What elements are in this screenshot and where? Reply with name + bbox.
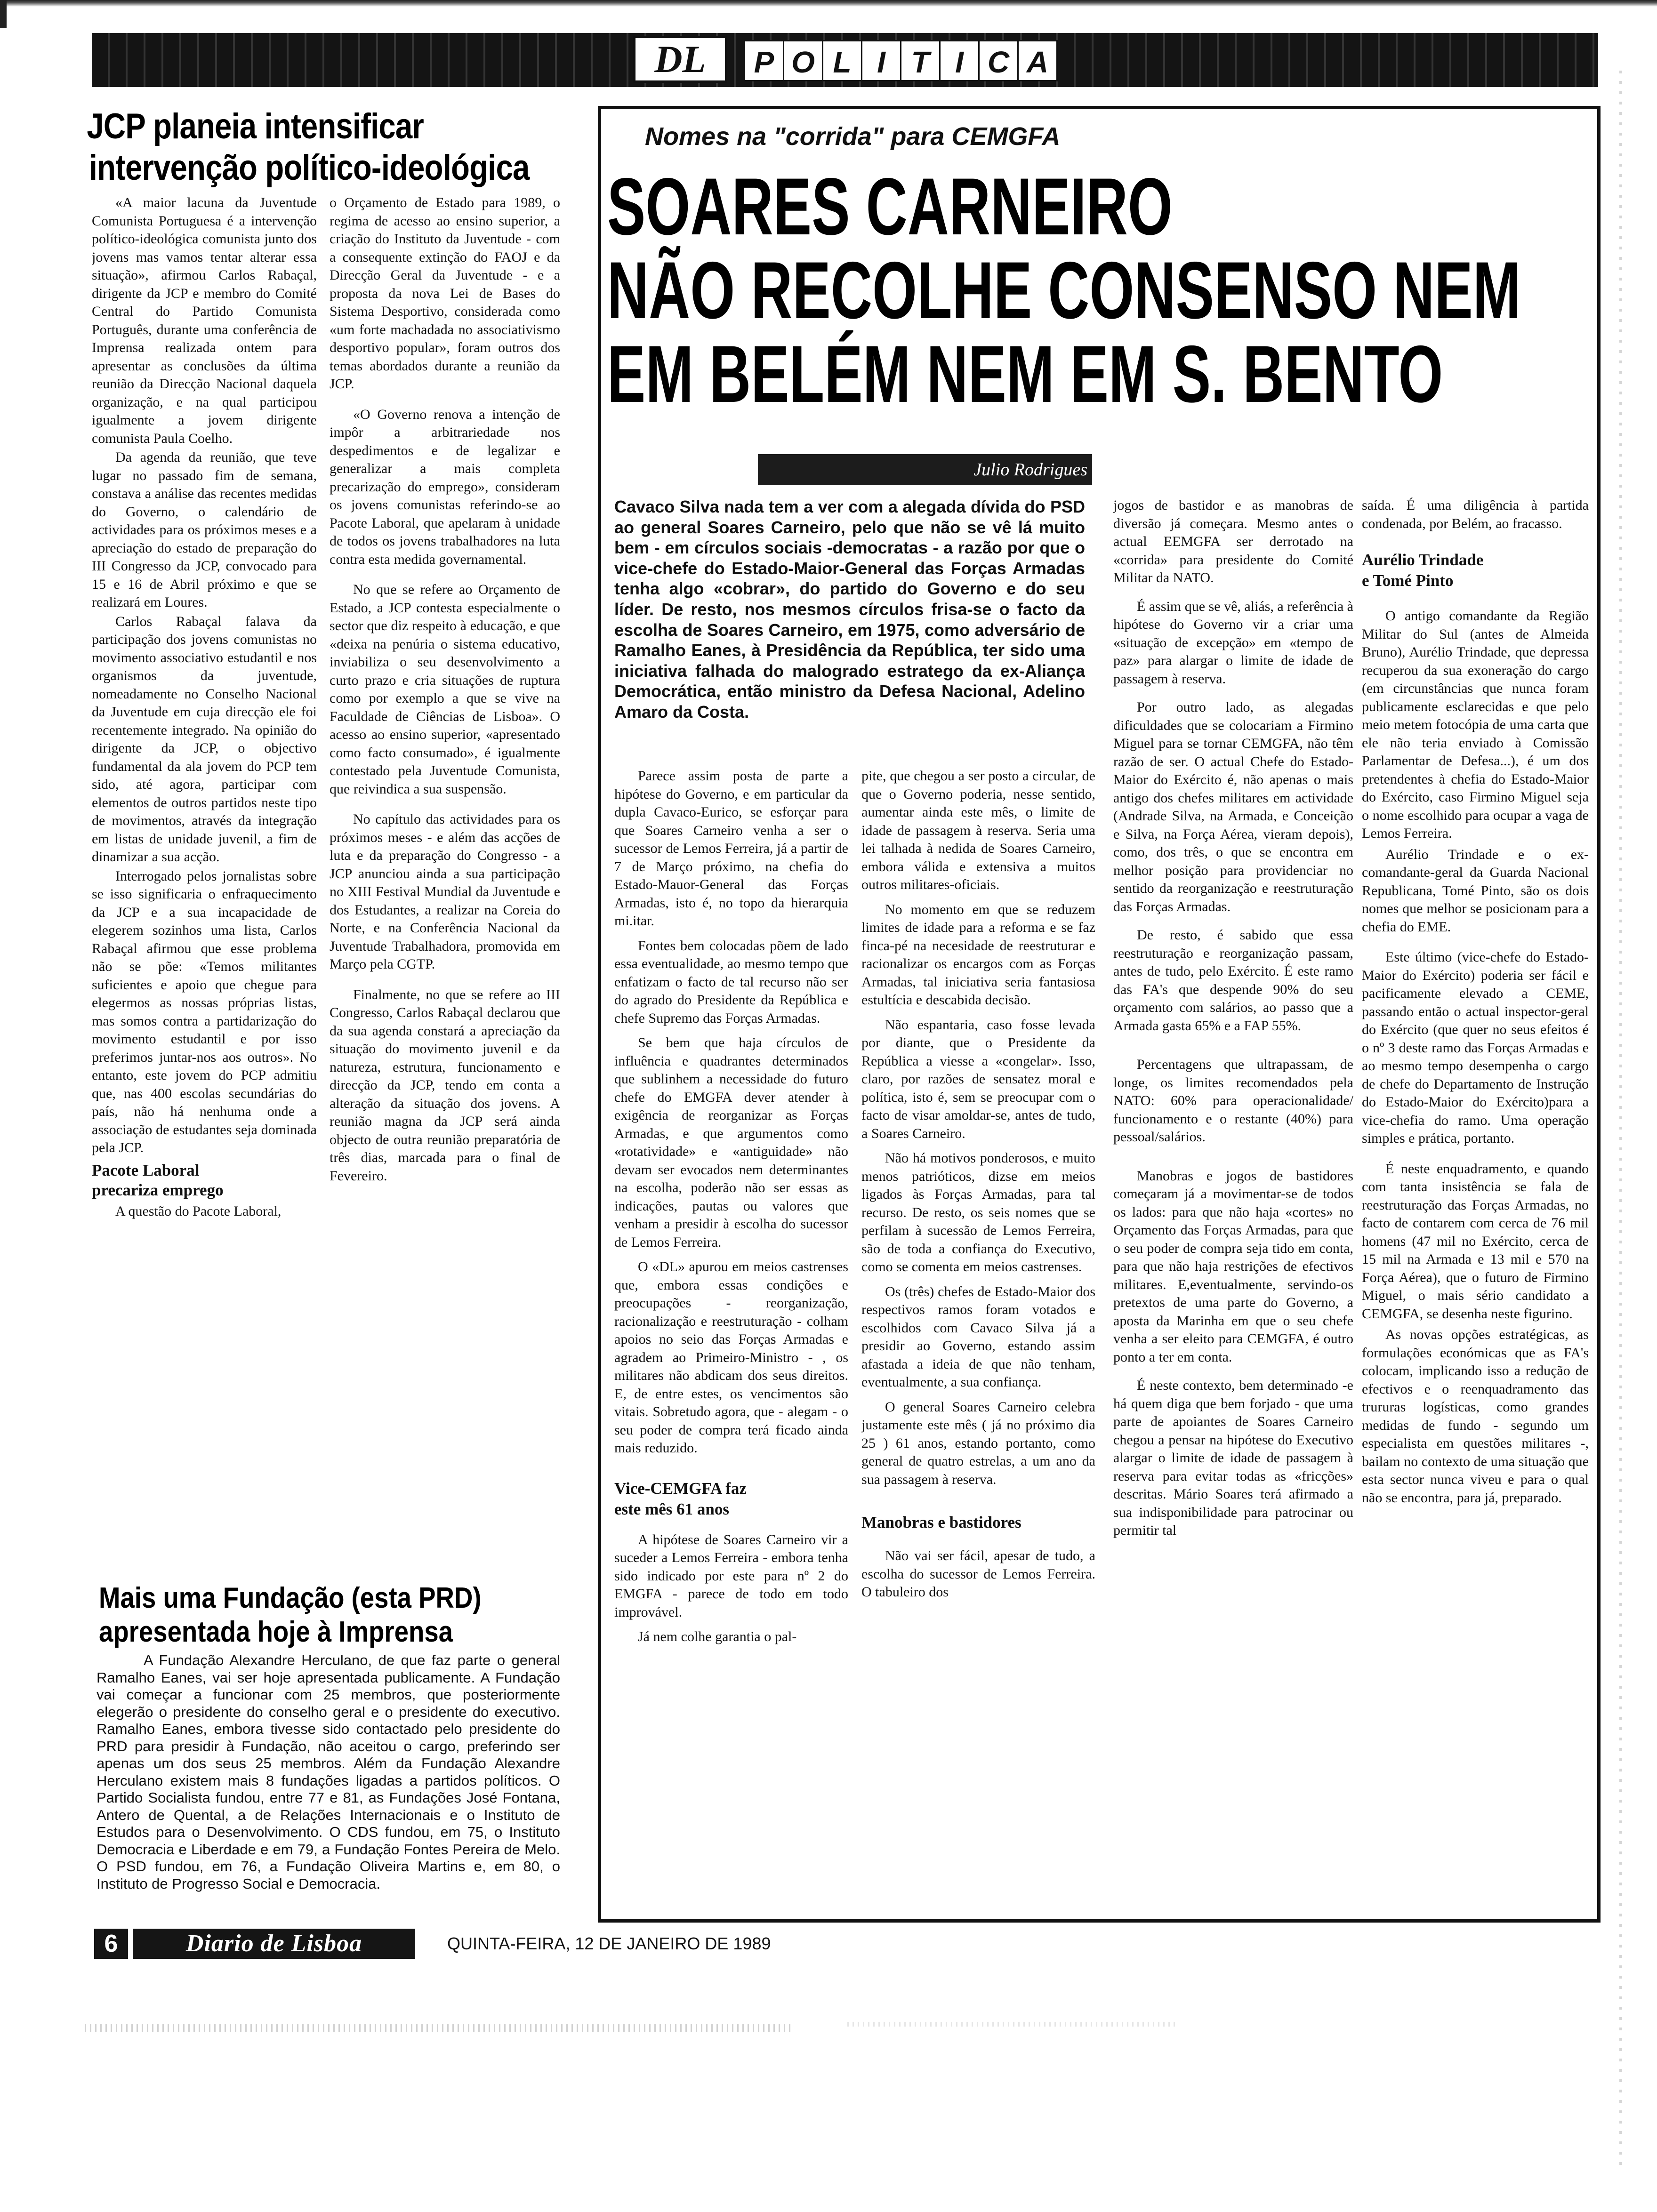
main-headline-line-3: EM BELÉM NEM EM S. BENTO — [607, 329, 1443, 419]
paragraph: O antigo comandante da Região Militar do Sul (antes de Almeida Bruno), Aurélio Trindade, que depressa recuperou da sua exoneração do cargo (em circunstâncias que nunca foram publicamente esclarecidas e que pelo meio metem fotocópia de uma carta que ele não teria enviado à Comissão Parlamentar de Defesa...), é um dos pretendentes à chefia do Estado-Maior do Exército, caso Firmino Miguel seja o nome escolhido para ocupar a vaga de Lemos Ferreira. — [1362, 608, 1589, 841]
paragraph: Se bem que haja círculos de influência e quadrantes determinados que sublinhem a necessidade do futuro chefe do EMGFA dever atender à exigência de reorganizar as Forças Armadas, e que argumentos como «rotatividade» e «antiguidade» não devam ser evocados nem determinantes na escolha, poderão não ser essas as indicações, pautas ou valores que venham a presidir à escolha do sucessor de Lemos Ferreira. — [614, 1035, 848, 1250]
paragraph: A hipótese de Soares Carneiro vir a suceder a Lemos Ferreira - embora tenha sido indicado por este para nº 2 do EMGFA - parece de todo em todo improvável. — [614, 1531, 848, 1620]
paragraph: É neste enquadramento, e quando com tanta insistência se fala de reestruturação das Forças Armadas, no facto de contarem com cerca de 76 mil homens (47 mil no Exército, cerca de 15 mil na Armada e 13 mil e 570 na Força Aérea), que o futuro de Firmino Miguel, o mais sério candidato a CEMGFA, se desenha neste figurino. — [1362, 1161, 1589, 1322]
subheading-aurelio-2: e Tomé Pinto — [1362, 571, 1454, 590]
scan-right-edge — [1619, 71, 1622, 2165]
footer-date: QUINTA-FEIRA, 12 DE JANEIRO DE 1989 — [447, 1934, 771, 1953]
jcp-subheading-2: precariza emprego — [92, 1180, 224, 1199]
paragraph: Este último (vice-chefe do Estado-Maior do Exército) poderia ser fácil e pacificamente elevado a CEME, passando então o actual inspector-geral do Exército (que quer no seus efeitos é o nº 3 deste ramo das Forças Armadas e ao mesmo tempo desempenha o cargo de chefe do Departamento de Instrução do Estado-Maior do Exército)para a vice-chefia do ramo. Uma operação simples e prática, portanto. — [1362, 949, 1589, 1146]
logo-text: DL — [654, 38, 706, 80]
section-letter: L — [823, 41, 862, 80]
main-column-b — [861, 767, 1095, 1915]
paragraph: A questão do Pacote Laboral, — [115, 1203, 282, 1219]
paragraph: Manobras e jogos de bastidores começaram já a movimentar-se de todos os lados: para que não haja «cortes» no Orçamento das Forças Armadas, para que o seu poder de compra seja tido em conta, para que não haja restrições de efectivos militares. E,eventualmente, servindo-os pretextos de uma parte do Governo, a aposta da Marinha em que o seu chefe venha a ser eleito para CEMGFA, é outro ponto a ter em conta. — [1113, 1168, 1353, 1365]
main-column-a — [614, 767, 848, 1915]
paragraph: No que se refere ao Orçamento de Estado, a JCP contesta especialmente o sector que diz respeito à educação, e que «deixa na penúria o sistema educativo, inviabiliza o seu desenvolvimento a curto prazo e cria situações de ruptura como por exemplo a que se vive na Faculdade de Ciências de Lisboa». O acesso ao ensino superior, «apresentado como facto consumado», é igualmente contestado pela Juventude Comunista, que reivindica a sua suspensão. — [330, 582, 560, 797]
paragraph: Os (três) chefes de Estado-Maior dos respectivos ramos foram votados e escolhidos com Cavaco Silva já a presidir ao Governo, estando assim afastada a ideia de que não tenham, eventualmente, a sua confiança. — [861, 1283, 1095, 1390]
paragraph: No capítulo das actividades para os próximos meses - e além das acções de luta e da preparação do Congresso - a JCP anunciou ainda a sua participação no XIII Festival Mundial da Juventude e dos Estudantes, a realizar na Coreia do Norte, e na Conferência Nacional da Juventude Trabalhadora, promovida em Março pela CGTP. — [330, 811, 560, 972]
main-headline-line-1: SOARES CARNEIRO — [607, 161, 1173, 252]
paragraph: Já nem colhe garantia o pal- — [638, 1629, 797, 1644]
paragraph: Finalmente, no que se refere ao III Congresso, Carlos Rabaçal declarou que da sua agenda constará a apreciação da situação do movimento juvenil e da natureza, estrutura, funcionamento e direcção da JCP, tendo em conta a alteração da situação dos jovens. A reunião magna da JCP será ainda objecto de outra reunião preparatória de três dias, marcada para o final de Fevereiro. — [330, 986, 560, 1184]
section-letter: P — [745, 41, 784, 80]
paragraph: Percentagens que ultrapassam, de longe, os limites recomendados pela NATO: 60% para operacionalidade/ funcionamento e o restante (40%) para pessoal/salários. — [1113, 1057, 1353, 1145]
main-column-c — [1113, 497, 1353, 1915]
main-kicker: Nomes na "corrida" para CEMGFA — [645, 122, 1061, 151]
jcp-headline-line-2: intervenção político-ideológica — [88, 148, 530, 188]
paragraph: Não vai ser fácil, apesar de tudo, a escolha do sucessor de Lemos Ferreira. O tabuleiro dos — [861, 1548, 1095, 1600]
paragraph: É assim que se vê, aliás, a referência à hipótese do Governo vir a criar uma «situação de excepção» em «tempo de paz» para alargar o limite de idade de passagem à reserva. — [1113, 598, 1353, 687]
jcp-headline — [71, 106, 593, 189]
fundacao-headline — [99, 1581, 593, 1649]
paragraph: Não há motivos ponderosos, e muito menos patrióticos, dizse em meios ligados às Forças Armadas, para tal recurso. De resto, os seis nomes que se perfilam à sucessão de Lemos Ferreira, são de toda a confiança do Executivo, como se comenta em meios castrenses. — [861, 1150, 1095, 1274]
main-column-d — [1362, 497, 1589, 1915]
footer-page-number: 6 — [104, 1930, 118, 1957]
paragraph: De resto, é sabido que essa reestruturação e reorganização passam, antes de tudo, pelo Exército. É este ramo das FA's que despende 90% do seu orçamento com salários, ao passo que a Armada gasta 65% e a FAP 55%. — [1113, 927, 1353, 1034]
section-letter: T — [901, 41, 941, 80]
main-lede: Cavaco Silva nada tem a ver com a alegada dívida do PSD ao general Soares Carneiro, pelo que não se vê lá muito bem - em círculos sociais -democratas - a razão por que o vice-chefe do Estado-Maior-General das Forças Armadas tenha algo «cobrar», do partido do Governo e do seu líder. De resto, nos mesmos círculos frisa-se o facto da escolha de Soares Carneiro, em 1975, como adversário de Ramalho Eanes, à Presidência da República, ter sido uma iniciativa falhada do malogrado estratego da ex-Aliança Democrática, então ministro da Defesa Nacional, Adelino Amaro da Costa. — [614, 497, 1085, 721]
paragraph: Aurélio Trindade e o ex-comandante-geral da Guarda Nacional Republicana, Tomé Pinto, são os dois nomes que melhor se posicionam para a chefia do EME. — [1362, 846, 1589, 935]
section-letter: I — [941, 41, 980, 80]
paragraph: pite, que chegou a ser posto a circular, de que o Governo poderia, nesse sentido, aumentar ainda este mês, o limite de idade de passagem à reserva. Seria uma lei talhada à nedida de Soares Carneiro, embora válida e extensiva a muitos outros militares-oficiais. — [861, 768, 1095, 892]
scan-noise-strip — [847, 2022, 1177, 2027]
footer-masthead: Diario de Lisboa — [185, 1930, 362, 1957]
jcp-column-2 — [330, 194, 560, 1573]
paragraph: «A maior lacuna da Juventude Comunista Portuguesa é a intervenção político-ideológica comunista junto dos jovens mas vamos tentar alterar essa situação», afirmou Carlos Rabaçal, dirigente da JCP e membro do Comité Central do Partido Comunista Português, durante uma conferência de Imprensa realizada ontem para apresentar as conclusões da última reunião da Direcção Nacional daquela organização, e na qual participou igualmente a jovem dirigente comunista Paula Coelho. — [92, 195, 317, 446]
scan-top-edge — [0, 0, 1657, 7]
paragraph: saída. É uma diligência à partida condenada, por Belém, ao fracasso. — [1362, 497, 1589, 531]
jcp-column-1 — [92, 194, 317, 1573]
subheading-aurelio-1: Aurélio Trindade — [1362, 551, 1484, 569]
paragraph: As novas opções estratégicas, as formulações económicas que as FA's colocam, implicando isso a redução de efectivos e o reenquadramento das trururas logísticas, como grandes medidas de fundo - segundo um especialista em questões militares -, bailam no contexto de uma situação que esta sector nunca viveu e para o qual não se encontra, para já, preparado. — [1362, 1327, 1589, 1506]
fundacao-headline-line-1: Mais uma Fundação (esta PRD) — [99, 1582, 482, 1614]
paragraph: É neste contexto, bem determinado -e há quem diga que bem forjado - que uma parte de apoiantes de Soares Carneiro chegou a pensar na hipótese do Executivo alargar o limite de idade de passagem à reserva para evitar todas as «fricções» descritas. Mário Soares terá afirmado a sua indisponibilidade para patrocinar ou permitir tal — [1113, 1378, 1353, 1538]
paragraph: o Orçamento de Estado para 1989, o regima de acesso ao ensino superior, a criação do Instituto da Juventude - com a consequente extinção do FAOJ e da Direcção Geral da Juventude - e a proposta da nova Lei de Bases do Sistema Desportivo, considerada como «um forte machadada no associativismo desportivo popular», foram outros dos temas abordados durante a reunião da JCP. — [330, 195, 560, 392]
paragraph: Por outro lado, as alegadas dificuldades que se colocariam a Firmino Miguel para se tornar CEMGFA, não têm razão de ser. O actual Chefe do Estado-Maior do Exército é, não apenas o mais antigo dos chefes militares em actividade (Andrade Silva, na Armada, e Conceição e Silva, na Força Aérea, vieram depois), como, dos três, o que se encontra em melhor posição para providenciar no sentido da reorganização e reestruturação das Forças Armadas. — [1113, 699, 1353, 914]
jcp-headline-line-1: JCP planeia intensificar — [87, 106, 424, 146]
footer-masthead-box — [133, 1929, 415, 1959]
paragraph: jogos de bastidor e as manobras de diversão já começara. Mesmo antes o actual EEMGFA ser derrotado na «corrida» para presidente do Comité Militar da NATO. — [1113, 497, 1353, 585]
main-headline-line-2: NÃO RECOLHE CONSENSO NEM — [607, 245, 1521, 336]
fundacao-body — [97, 1652, 560, 1915]
paragraph: Da agenda da reunião, que teve lugar no passado fim de semana, constava a análise das recentes medidas do Governo, o calendário de actividades para os próximos meses e a apreciação do estado de preparação do III Congresso da JCP, convocado para 15 e 16 de Abril próximo e que se realizará em Loures. — [92, 449, 317, 610]
scan-noise-strip — [85, 2024, 791, 2032]
fundacao-headline-line-2: apresentada hoje à Imprensa — [99, 1616, 453, 1648]
paragraph: Interrogado pelos jornalistas sobre se isso significaria o enfraquecimento da JCP e a sua incapacidade de elegerem sozinhos uma lista, Carlos Rabaçal afirmou que esse problema não se põe: «Temos militantes suficientes e apoio que chegue para elegermos as nossas próprias listas, mas somos contra a partidarização do movimento estudantil e por isso preferimos juntar-nos aos outros». No entanto, este jovem do PCP admitiu que, nas 400 escolas secundárias do país, não há nenhuma onde a associação de estudantes seja dominada pela JCP. — [92, 868, 317, 1155]
section-letter: A — [1026, 45, 1049, 79]
subheading-manobras: Manobras e bastidores — [861, 1513, 1022, 1531]
paragraph: Fontes bem colocadas põem de lado essa eventualidade, ao mesmo tempo que enfatizam o facto de tal recurso não ser do agrado do Presidente da República e chefe Supremo das Forças Armadas. — [614, 938, 848, 1026]
section-letter: C — [980, 41, 1019, 80]
paragraph: A Fundação Alexandre Herculano, de que faz parte o general Ramalho Eanes, vai ser hoje apresentada publicamente. A Fundação vai começar a funcionar com 25 membros, que posteriormente elegerão o presidente do conselho geral e o presidente do executivo. Ramalho Eanes, embora tivesse sido contactado pelo presidente do PRD para presidir à Fundação, não aceitou o cargo, preferindo ser apenas um dos seus 25 membros. Além da Fundação Alexandre Herculano existem mais 8 fundações ligadas a partidos políticos. O Partido Socialista fundou, entre 77 e 81, as Fundações José Fontana, Antero de Quental, a de Relações Internacionais e o Instituto de Estudos para o Desenvolvimento. O CDS fundou, em 75, o Instituto Democracia e Liberdade e em 79, a Fundação Fontes Pereira de Melo. O PSD fundou, em 76, a Fundação Oliveira Martins e, em 80, o Instituto de Progresso Social e Democracia. — [97, 1652, 560, 1892]
paragraph: O general Soares Carneiro celebra justamente este mês ( já no próximo dia 25 ) 61 anos, estando portanto, como general de quatro estrelas, a um ano da sua passagem à reserva. — [861, 1399, 1095, 1487]
paragraph: O «DL» apurou em meios castrenses que, embora essas condições e preocupações - reorganização, racionalização e reestruturação - colham apoios no seio das Forças Armadas e agradem ao Primeiro-Ministro - , os militares não abdicam dos seus direitos. E, de entre estes, os vencimentos são vitais. Sobretudo agora, que - alegam - o seu poder de compra terá ficado ainda mais reduzido. — [614, 1259, 848, 1456]
jcp-subheading-1: Pacote Laboral — [92, 1161, 200, 1179]
paragraph: Carlos Rabaçal falava da participação dos jovens comunistas no movimento associativo estudantil e nos organismos da juventude, nomeadamente no Conselho Nacional da Juventude em cuja direcção ele foi recentemente integrado. Na opinião do dirigente da JCP, o objectivo fundamental da ala jovem do PCP tem sido, até agora, participar com elementos de outros partidos neste tipo de movimentos, através da integração em listas de unidade juvenil, a fim de dinamizar a sua acção. — [92, 613, 317, 865]
subheading-vice-cemgfa-1: Vice-CEMGFA faz — [614, 1479, 747, 1498]
section-letter: I — [862, 41, 901, 80]
footer-page-number-box — [94, 1929, 128, 1959]
newspaper-logo — [633, 36, 727, 83]
scan-left-corner — [0, 0, 7, 28]
main-headline — [598, 161, 1601, 419]
paragraph: «O Governo renova a intenção de impôr a arbitrariedade nos despedimentos e de legalizar e generalizar a mais completa precarização do emprego», consideram os jovens comunistas referindo-se ao Pacote Laboral, que apelaram à unidade de todos os jovens trabalhadores na luta contra esta medida governamental. — [330, 406, 560, 567]
paragraph: No momento em que se reduzem limites de idade para a reforma e se faz finca-pé na necesidade de reestruturar e racionalizar os encargos com as Forças Armadas, tal iniciativa seria fantasiosa estultícia e descabida decisão. — [861, 901, 1095, 1008]
subheading-vice-cemgfa-2: este mês 61 anos — [614, 1499, 729, 1518]
paragraph: Não espantaria, caso fosse levada por diante, que o Presidente da República a viesse a «congelar». Isso, claro, por razões de sensatez moral e política, isto é, sem se preocupar com o facto de visar amoldar-se, antes de tudo, a Soares Carneiro. — [861, 1017, 1095, 1141]
paragraph: Parece assim posta de parte a hipótese do Governo, e em particular da dupla Cavaco-Eurico, se esforçar para que Soares Carneiro venha a ser o sucessor de Lemos Ferreira, já a partir de 7 de Março próximo, na chefia do Estado-Mauor-General das Forças Armadas, isto é, no topo da hierarquia mi.itar. — [614, 768, 848, 929]
section-letter: O — [784, 41, 823, 80]
section-name — [744, 40, 1058, 81]
byline: Julio Rodrigues — [973, 460, 1087, 480]
